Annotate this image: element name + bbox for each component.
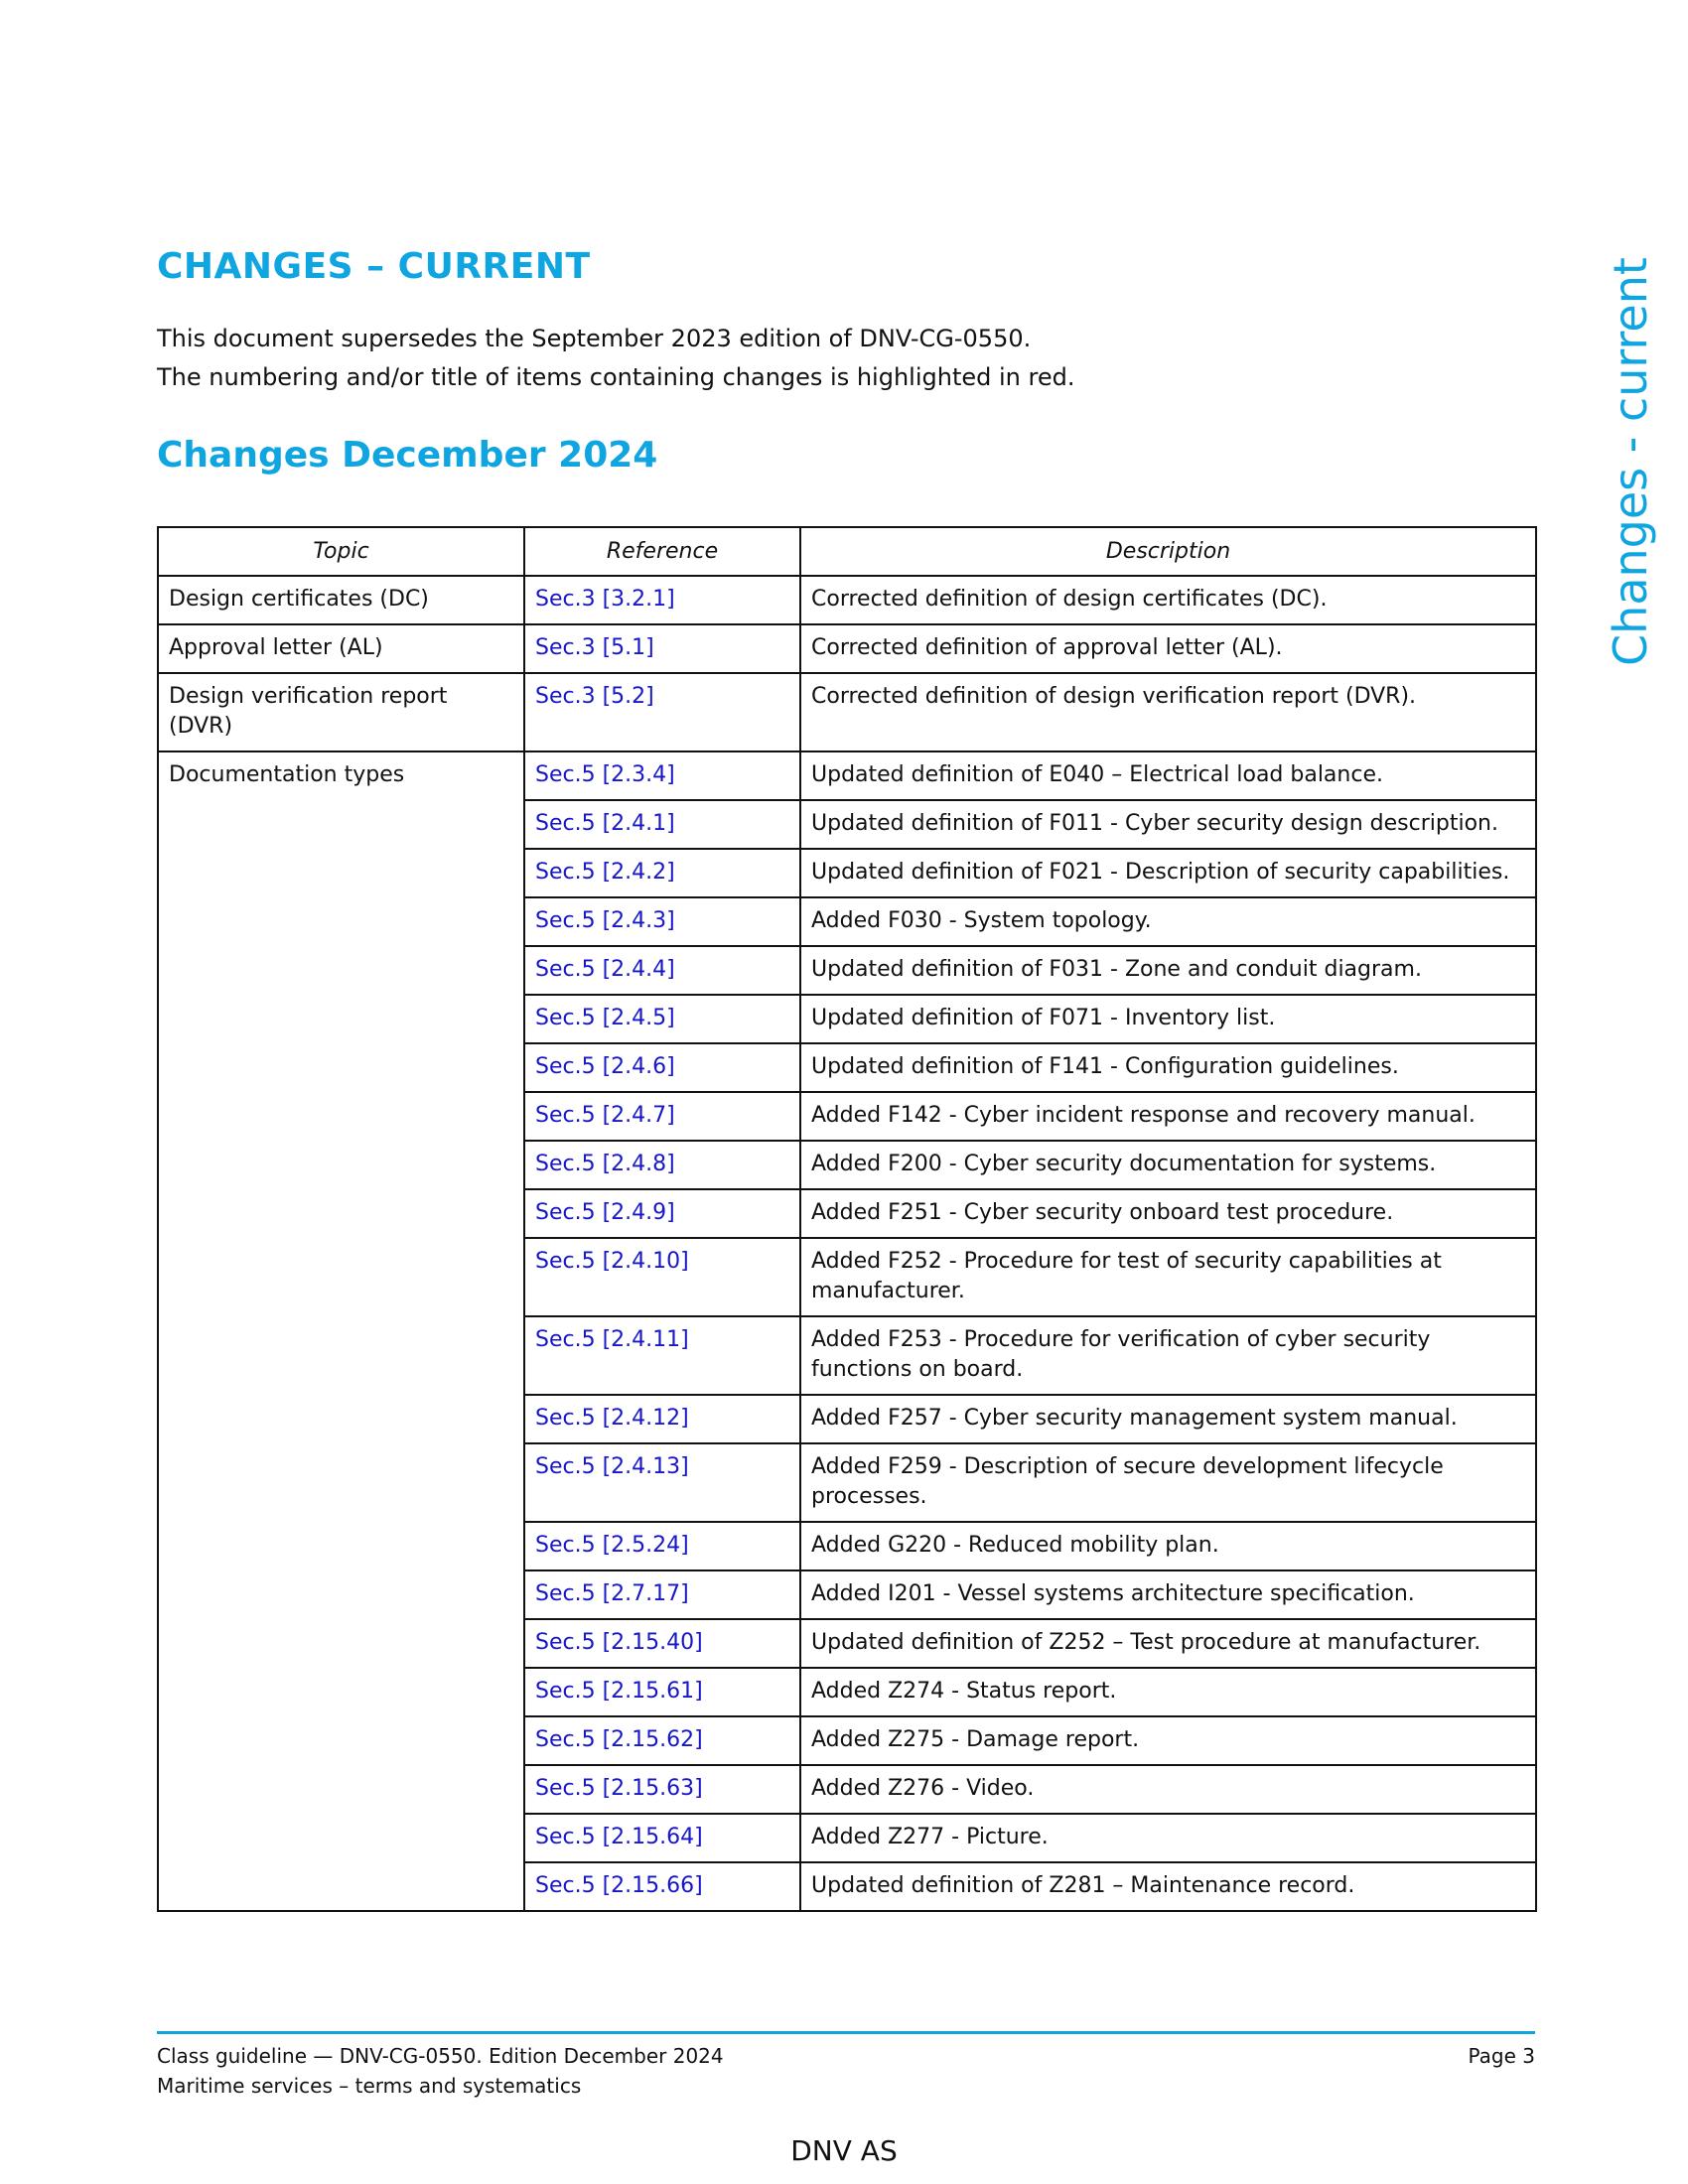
table-row bbox=[158, 624, 1536, 673]
description-cell: Corrected definition of design certificates (DC). bbox=[800, 576, 1536, 624]
table-row bbox=[158, 576, 1536, 624]
reference-link[interactable]: Sec.3 [3.2.1] bbox=[524, 576, 800, 624]
page-number: Page 3 bbox=[1468, 2044, 1535, 2068]
reference-link[interactable]: Sec.5 [2.15.63] bbox=[524, 1765, 800, 1814]
description-cell: Corrected definition of design verification report (DVR). bbox=[800, 673, 1536, 751]
footer-document-title: Class guideline — DNV-CG-0550. Edition December 2024 bbox=[157, 2044, 724, 2068]
topic-cell: Design certificates (DC) bbox=[158, 576, 524, 624]
reference-link[interactable]: Sec.5 [2.4.4] bbox=[524, 946, 800, 995]
description-cell: Corrected definition of approval letter (AL). bbox=[800, 624, 1536, 673]
table-header-row bbox=[158, 527, 1536, 576]
side-tab bbox=[1601, 258, 1660, 665]
description-cell: Updated definition of F011 - Cyber security design description. bbox=[800, 800, 1536, 849]
reference-link[interactable]: Sec.5 [2.15.66] bbox=[524, 1862, 800, 1911]
description-cell: Updated definition of F021 - Description of security capabilities. bbox=[800, 849, 1536, 897]
reference-link[interactable]: Sec.5 [2.4.9] bbox=[524, 1189, 800, 1238]
reference-link[interactable]: Sec.5 [2.4.7] bbox=[524, 1092, 800, 1141]
reference-link[interactable]: Sec.5 [2.4.12] bbox=[524, 1395, 800, 1443]
page-title: CHANGES – CURRENT bbox=[157, 246, 591, 287]
company-name: DNV AS bbox=[790, 2134, 898, 2167]
footer-document-subtitle: Maritime services – terms and systematics bbox=[157, 2074, 582, 2098]
side-tab-label: Changes - current bbox=[1604, 257, 1657, 666]
changes-table bbox=[157, 526, 1537, 1912]
intro-text bbox=[157, 320, 1074, 397]
reference-link[interactable]: Sec.5 [2.4.5] bbox=[524, 995, 800, 1043]
description-cell: Added G220 - Reduced mobility plan. bbox=[800, 1522, 1536, 1570]
column-header-topic: Topic bbox=[158, 527, 524, 576]
reference-link[interactable]: Sec.5 [2.4.1] bbox=[524, 800, 800, 849]
reference-link[interactable]: Sec.5 [2.4.11] bbox=[524, 1316, 800, 1395]
description-cell: Updated definition of Z252 – Test procedure at manufacturer. bbox=[800, 1619, 1536, 1668]
table-body bbox=[158, 576, 1536, 1911]
column-header-reference: Reference bbox=[524, 527, 800, 576]
description-cell: Updated definition of E040 – Electrical load balance. bbox=[800, 751, 1536, 800]
reference-link[interactable]: Sec.5 [2.4.3] bbox=[524, 897, 800, 946]
footer-info bbox=[157, 2041, 724, 2101]
description-cell: Added F252 - Procedure for test of security capabilities at manufacturer. bbox=[800, 1238, 1536, 1316]
description-cell: Added F253 - Procedure for verification of cyber security functions on board. bbox=[800, 1316, 1536, 1395]
reference-link[interactable]: Sec.3 [5.2] bbox=[524, 673, 800, 751]
reference-link[interactable]: Sec.5 [2.15.40] bbox=[524, 1619, 800, 1668]
topic-cell: Documentation types bbox=[158, 751, 524, 1911]
reference-link[interactable]: Sec.5 [2.15.64] bbox=[524, 1814, 800, 1862]
reference-link[interactable]: Sec.5 [2.4.6] bbox=[524, 1043, 800, 1092]
column-header-description: Description bbox=[800, 527, 1536, 576]
table-row bbox=[158, 673, 1536, 751]
description-cell: Added F257 - Cyber security management system manual. bbox=[800, 1395, 1536, 1443]
table-row bbox=[158, 751, 1536, 800]
reference-link[interactable]: Sec.5 [2.15.61] bbox=[524, 1668, 800, 1716]
description-cell: Added Z276 - Video. bbox=[800, 1765, 1536, 1814]
section-heading: Changes December 2024 bbox=[157, 435, 658, 476]
topic-cell: Design verification report (DVR) bbox=[158, 673, 524, 751]
topic-cell: Approval letter (AL) bbox=[158, 624, 524, 673]
description-cell: Added F200 - Cyber security documentation for systems. bbox=[800, 1141, 1536, 1189]
intro-line-2: The numbering and/or title of items containing changes is highlighted in red. bbox=[157, 363, 1075, 391]
reference-link[interactable]: Sec.5 [2.4.8] bbox=[524, 1141, 800, 1189]
reference-link[interactable]: Sec.5 [2.4.13] bbox=[524, 1443, 800, 1522]
reference-link[interactable]: Sec.3 [5.1] bbox=[524, 624, 800, 673]
description-cell: Added F251 - Cyber security onboard test procedure. bbox=[800, 1189, 1536, 1238]
description-cell: Added Z277 - Picture. bbox=[800, 1814, 1536, 1862]
description-cell: Added Z275 - Damage report. bbox=[800, 1716, 1536, 1765]
description-cell: Updated definition of F031 - Zone and conduit diagram. bbox=[800, 946, 1536, 995]
description-cell: Updated definition of Z281 – Maintenance record. bbox=[800, 1862, 1536, 1911]
reference-link[interactable]: Sec.5 [2.7.17] bbox=[524, 1570, 800, 1619]
description-cell: Added F142 - Cyber incident response and recovery manual. bbox=[800, 1092, 1536, 1141]
description-cell: Updated definition of F141 - Configuration guidelines. bbox=[800, 1043, 1536, 1092]
reference-link[interactable]: Sec.5 [2.3.4] bbox=[524, 751, 800, 800]
description-cell: Added F030 - System topology. bbox=[800, 897, 1536, 946]
reference-link[interactable]: Sec.5 [2.15.62] bbox=[524, 1716, 800, 1765]
reference-link[interactable]: Sec.5 [2.4.2] bbox=[524, 849, 800, 897]
description-cell: Added I201 - Vessel systems architecture specification. bbox=[800, 1570, 1536, 1619]
footer-divider bbox=[157, 2031, 1535, 2034]
intro-line-1: This document supersedes the September 2023 edition of DNV-CG-0550. bbox=[157, 325, 1032, 352]
description-cell: Added Z274 - Status report. bbox=[800, 1668, 1536, 1716]
reference-link[interactable]: Sec.5 [2.5.24] bbox=[524, 1522, 800, 1570]
description-cell: Updated definition of F071 - Inventory list. bbox=[800, 995, 1536, 1043]
reference-link[interactable]: Sec.5 [2.4.10] bbox=[524, 1238, 800, 1316]
description-cell: Added F259 - Description of secure development lifecycle processes. bbox=[800, 1443, 1536, 1522]
